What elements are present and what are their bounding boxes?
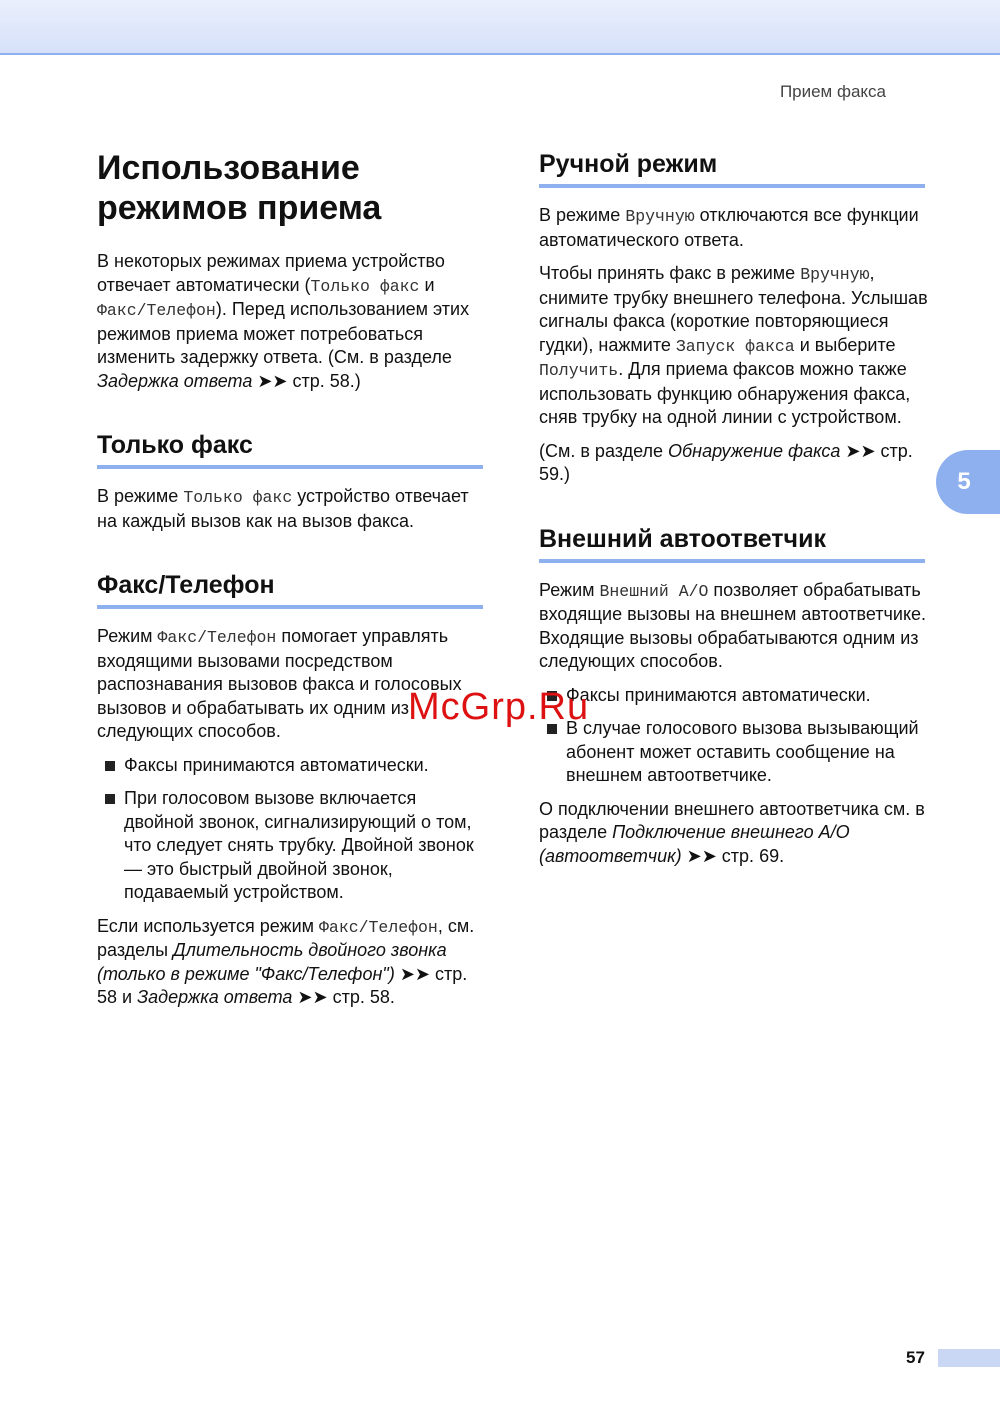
mode-name: Только факс [183, 488, 293, 507]
text: , см. разделы [97, 915, 475, 960]
mode-name: Факс/Телефон [97, 301, 216, 320]
list-item-text: Факсы принимаются автоматически. [124, 754, 429, 775]
text: О подключении внешнего автоответчика см. в разделе [539, 798, 925, 842]
cross-reference-link[interactable]: Обнаружение факса [668, 440, 841, 461]
intro-paragraph [97, 250, 487, 393]
tad-paragraph-1 [539, 579, 931, 674]
bullet-square-icon [105, 761, 115, 771]
right-column [539, 148, 931, 878]
tad-paragraph-2 [539, 798, 931, 869]
page-title [97, 148, 487, 228]
text: устройство отвечает на каждый вызов как на вызов факса. [97, 486, 469, 531]
heading-external-tad: Внешний автоответчик [539, 523, 925, 563]
list-item-text: При голосовом вызове включается двойной звонок, сигнализирующий о том, что следует снять трубку. Двойной звонок — это быстрый двойной звонок, подаваемый устройством. [124, 788, 474, 902]
list-item [97, 754, 487, 778]
list-item-text: В случае голосового вызова вызывающий абонент может оставить сообщение на внешнем автоответчике. [566, 718, 919, 785]
page-title-line1: Использование [97, 149, 360, 187]
page-number: 57 [906, 1348, 925, 1367]
text: (См. в разделе [539, 440, 669, 461]
left-column [97, 148, 487, 1020]
text: помогает управлять входящими вызовами посредством распознавания вызовов факса и голосовых вызовов и обрабатывать их одним из следующих способов. [97, 626, 462, 741]
fax-tel-bullet-list [97, 754, 487, 905]
key-name: Запуск факса [675, 336, 795, 356]
chapter-tab: 5 [936, 450, 1000, 514]
text: ➤➤ стр. 58. [292, 987, 395, 1007]
mode-name: Вручную [800, 265, 870, 284]
fax-only-paragraph [97, 485, 487, 533]
text: Чтобы принять факс в режиме [539, 263, 801, 283]
cross-reference-link[interactable]: Подключение внешнего А/О (автоответчик) [539, 822, 850, 866]
mode-name: Только факс [310, 276, 420, 296]
list-item [97, 787, 487, 905]
heading-manual: Ручной режим [539, 148, 925, 188]
text: ➤➤ стр. 58.) [252, 370, 361, 391]
cross-reference-link[interactable]: Длительность двойного звонка (только в режиме "Факс/Телефон") [97, 940, 447, 984]
menu-option: Получить [539, 361, 619, 380]
text: и выберите [794, 334, 896, 355]
manual-paragraph-2 [539, 262, 931, 430]
text: Если используется режим [97, 915, 320, 936]
mode-name: Факс/Телефон [157, 628, 277, 647]
text: В некоторых режимах приема устройство отвечает автоматически ( [97, 251, 445, 295]
watermark: McGrp.Ru [408, 686, 590, 728]
list-item [539, 717, 931, 788]
text: отключаются все функции автоматического ответа. [539, 205, 919, 250]
tad-bullet-list [539, 684, 931, 788]
text: В режиме [539, 205, 626, 225]
mode-name: Внешний А/О [599, 581, 709, 601]
page-title-line2: режимов приема [97, 189, 382, 227]
text: ). Перед использованием этих режимов приема может потребоваться изменить задержку ответа. (См. в разделе [97, 299, 470, 367]
cross-reference-link[interactable]: Задержка ответа [137, 987, 293, 1007]
list-item-text: Факсы принимаются автоматически. [566, 684, 871, 705]
fax-tel-see-also [97, 915, 487, 1010]
top-banner [0, 0, 1000, 55]
mode-name: Факс/Телефон [319, 917, 438, 937]
text: ➤➤ стр. 69. [681, 845, 785, 866]
text: , снимите трубку внешнего телефона. Услышав сигналы факса (короткие повторяющиеся гудки), нажмите [539, 263, 928, 355]
manual-paragraph-3 [539, 440, 931, 487]
running-header: Прием факса [779, 82, 886, 101]
text: и [419, 274, 435, 295]
page-number-bar [938, 1349, 1000, 1367]
mode-name: Вручную [625, 207, 695, 226]
text: ➤➤ стр. 59.) [539, 440, 913, 484]
text: Режим [539, 579, 600, 600]
text: . Для приема факсов можно также использовать функцию обнаружения факса, сняв трубку на одной линии с устройством. [539, 359, 911, 427]
manual-paragraph-1 [539, 204, 931, 252]
text: Режим [97, 626, 158, 646]
text: В режиме [97, 486, 184, 506]
cross-reference-link[interactable]: Задержка ответа [97, 370, 253, 391]
heading-fax-only: Только факс [97, 429, 483, 469]
text: позволяет обрабатывать входящие вызовы на внешнем автоответчике. Входящие вызовы обрабатываются одним из следующих способов. [539, 579, 927, 671]
heading-fax-tel: Факс/Телефон [97, 569, 483, 609]
text: ➤➤ стр. 58 и [97, 963, 468, 1007]
list-item [539, 684, 931, 708]
bullet-square-icon [105, 794, 115, 804]
